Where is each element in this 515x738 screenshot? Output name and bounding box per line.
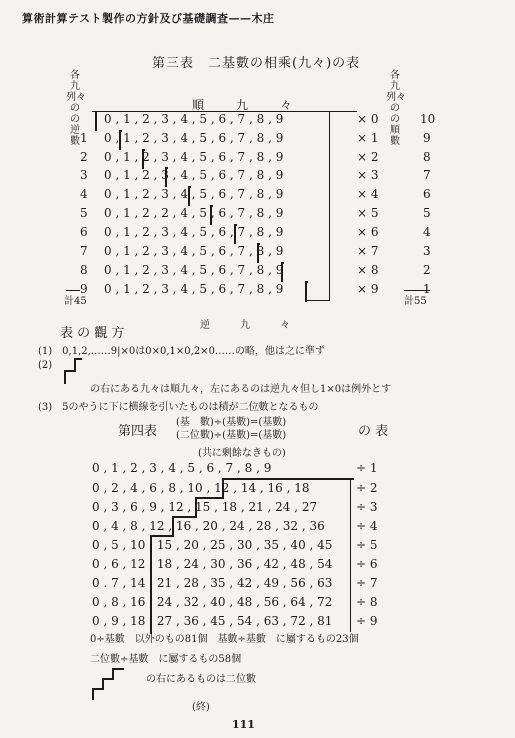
table4-row-div-val: 4 (369, 519, 378, 533)
table4-note-2: 二位數÷基數 に屬するもの58個 (90, 654, 242, 665)
table3-row-seq: 0 , 1 , 2 , 3 , 4 , 5 , 6 , 7 , 8 , 9 (104, 131, 284, 145)
table3-row-mul-val: 0 (370, 112, 379, 126)
table3-row-seq: 0 , 1 , 2 , 3 , 4 , 5 , 6 , 7 , 8 , 9 (104, 150, 284, 164)
table4-row-seq: 0 , 6 , 12 , 18 , 24 , 30 , 36 , 42 , 48 , 54 (92, 557, 333, 571)
table4-row-seq: 0 , 8 , 16 , 24 , 32 , 40 , 48 , 56 , 64 , 72 (92, 595, 333, 609)
table3-row-mul-val: 2 (370, 150, 379, 164)
table3-row-seq: 0 , 1 , 2 , 3 , 4 , 5 , 6 , 7 , 8 , 9 (104, 225, 284, 239)
table3-row-mul: × 4 (357, 187, 379, 201)
table4-title-suffix: の 表 (358, 424, 389, 439)
table4-row-seq: 0 , 5 , 10 , 15 , 20 , 25 , 30 , 35 , 40 , 45 (92, 538, 333, 552)
table3-row-mul: × 3 (357, 168, 379, 182)
table3-row-seq: 0 , 1 , 2 , 3 , 4 , 5 , 6 , 7 , 8 , 9 (104, 168, 284, 182)
table3-row-mul: × 0 (357, 112, 379, 126)
table4-row-div: ÷ 1 (356, 461, 378, 475)
table4-frac-bottom: (二位數)÷(基數)=(基數) (176, 430, 287, 441)
table3-left-label: 各九列々のの逆數 (66, 70, 86, 147)
table3-row-left: 4 (80, 187, 88, 201)
table3-row-seq: 0 , 1 , 2 , 3 , 4 , 5 , 6 , 7 , 8 , 9 (104, 112, 284, 126)
table3-row-right: 10 (420, 112, 436, 126)
table4-row-div-val: 1 (369, 461, 378, 475)
table4-row-seq: 0 , 4 , 8 , 12 , 16 , 20 , 24 , 28 , 32 , 36 (92, 519, 325, 533)
table4-row-div-val: 2 (369, 481, 378, 495)
table3-row-right: 3 (423, 244, 431, 258)
table4-row-seq: 0 , 9 , 18 , 27 , 36 , 45 , 54 , 63 , 72 , 81 (92, 614, 333, 628)
running-header: 算術計算テスト製作の方針及び基礎調査——木庄 (22, 12, 275, 25)
reading-item-1: (1) 0,1,2,……9|×0は0×0,1×0,2×0……の略，他は之に準ず (38, 346, 325, 357)
page-number: 111 (232, 718, 255, 731)
table4-frac-top: (基 數)÷(基數)=(基數) (176, 417, 287, 428)
table3-right-total: 計55 (404, 296, 427, 307)
table4-row-div: ÷ 7 (356, 576, 378, 590)
table3-row-right: 1 (423, 282, 431, 296)
table3-bottom-label: 逆 九 々 (200, 320, 300, 331)
table3-row-right: 5 (423, 206, 431, 220)
table4-row-div-val: 5 (369, 538, 378, 552)
table3-row-mul-val: 8 (370, 263, 379, 277)
reading-item-2-text: の右にある九々は順九々，左にあるのは逆九々但し1×0は例外とす (90, 384, 392, 395)
table4-note-3: の右にあるものは二位數 (146, 674, 256, 685)
table3-row-left: 2 (80, 150, 88, 164)
table3-row-seq: 0 , 1 , 2 , 3 , 4 , 5 , 6 , 7 , 8 , 9 (104, 282, 284, 296)
table4-row-seq: 0 , 2 , 4 , 6 , 8 , 10 , 12 , 14 , 16 , 18 (92, 481, 310, 495)
table4-note-1: 0÷基數 以外のもの81個 基數÷基數 に屬するもの23個 (90, 634, 359, 645)
table3-row-mul-val: 6 (370, 225, 379, 239)
table4-row-div: ÷ 8 (356, 595, 378, 609)
table3-row-right: 2 (423, 263, 431, 277)
table3-row-left: 7 (80, 244, 88, 258)
table3-row-right: 4 (423, 225, 431, 239)
table3-row-mul-val: 1 (370, 131, 379, 145)
table4-row-seq: 0 . 7 , 14 , 21 , 28 , 35 , 42 , 49 , 56 , 63 (92, 576, 333, 590)
table3-row-mul: × 5 (357, 206, 379, 220)
table3-row-left: 5 (80, 206, 88, 220)
table4-row-div: ÷ 4 (356, 519, 378, 533)
table3-row-seq: 0 , 1 , 2 , 3 , 4 , 5 , 6 , 7 , 8 , 9 (104, 244, 284, 258)
table3-row-mul-val: 4 (370, 187, 379, 201)
table3-row-mul: × 2 (357, 150, 379, 164)
table3-row-left: 8 (80, 263, 88, 277)
table4-row-seq: 0 , 1 , 2 , 3 , 4 , 5 , 6 , 7 , 8 , 9 (92, 461, 272, 475)
step-mark-b (64, 370, 76, 384)
table3-top-label: 順 九 々 (192, 98, 303, 112)
table4-row-div: ÷ 5 (356, 538, 378, 552)
table3-row-left: 1 (80, 131, 88, 145)
table4-row-div: ÷ 3 (356, 500, 378, 514)
table4-row-div-val: 3 (369, 500, 378, 514)
table3-row-seq: 0 , 1 , 2 , 2 , 4 , 5 , 6 , 7 , 8 , 9 (104, 206, 284, 220)
reading-item-3: (3) 5のやうに下に横線を引いたものは積が二位數となるもの (38, 402, 319, 413)
table4-title-prefix: 第四表 (118, 424, 158, 439)
table3-row-mul-val: 3 (370, 168, 379, 182)
table3-row-mul: × 9 (357, 282, 379, 296)
table4-row-div: ÷ 9 (356, 614, 378, 628)
table3-row-seq: 0 , 1 , 2 , 3 , 4 , 5 , 6 , 7 , 8 , 9 (104, 187, 284, 201)
table3-row-right: 7 (423, 168, 431, 182)
table4-row-div-val: 6 (369, 557, 378, 571)
table3-left-total-rule (66, 290, 80, 291)
table3-row-right: 9 (423, 131, 431, 145)
table3-row-left: 9 (80, 282, 88, 296)
table3-row-left: 3 (80, 168, 88, 182)
table4-row-div: ÷ 2 (356, 481, 378, 495)
table4-row-div: ÷ 6 (356, 557, 378, 571)
table3-left-total: 計45 (64, 296, 87, 307)
table3-row-seq: 0 , 1 , 2 , 3 , 4 , 5 , 6 , 7 , 8 , 9 (104, 263, 284, 277)
reading-item-2-num: (2) (38, 360, 53, 371)
end-mark: (終) (192, 702, 210, 713)
table3-right-total-rule (404, 290, 430, 291)
table3-row-mul: × 6 (357, 225, 379, 239)
table4-subtitle: (共に剰餘なきもの) (198, 448, 286, 459)
table3-row-mul-val: 7 (370, 244, 379, 258)
table3-row-right: 6 (423, 187, 431, 201)
table3-title: 第三表 二基數の相乘(九々)の表 (152, 56, 361, 71)
table3-row-mul-val: 5 (370, 206, 379, 220)
table4-row-div-val: 9 (369, 614, 378, 628)
table3-row-mul: × 8 (357, 263, 379, 277)
table3-row-right: 8 (423, 150, 431, 164)
table4-row-div-val: 7 (369, 576, 378, 590)
table3-row-left: 6 (80, 225, 88, 239)
table4-row-seq: 0 , 3 , 6 , 9 , 12 , 15 , 18 , 21 , 24 , 27 (92, 500, 318, 514)
table3-row-mul-val: 9 (370, 282, 379, 296)
table3-row-mul: × 1 (357, 131, 379, 145)
step-mark-e (92, 688, 104, 700)
table3-right-label: 各九列々のの順數 (386, 70, 406, 147)
table3-row-mul: × 7 (357, 244, 379, 258)
table4-row-div-val: 8 (369, 595, 378, 609)
reading-heading: 表 の 觀 方 (60, 326, 125, 341)
